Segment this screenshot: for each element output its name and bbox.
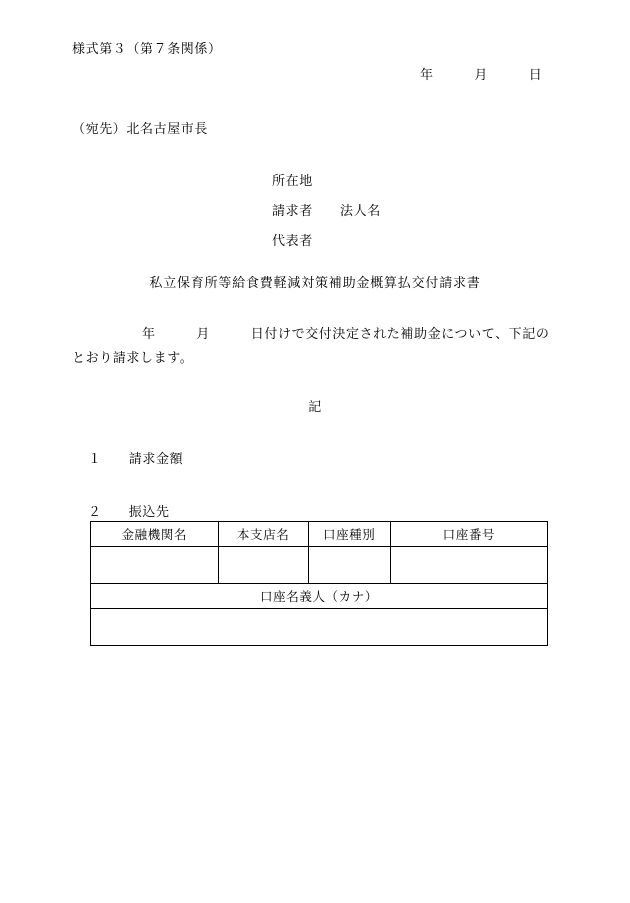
page-title: 私立保育所等給食費軽減対策補助金概算払交付請求書 (149, 275, 481, 290)
form-number: 様式第３（第７条関係） (72, 41, 222, 56)
ki-mark: 記 (308, 399, 322, 414)
bank-table (90, 521, 548, 646)
table-header-row (91, 522, 548, 547)
addressee-line: （宛先）北名古屋市長 (72, 121, 209, 136)
body-paragraph: 年 月 日付けで交付決定された補助金について、下記のとおり請求します。 (72, 326, 550, 366)
header-branch-name: 本支店名 (218, 522, 308, 547)
table-row-account-holder-value (91, 609, 548, 646)
cell-account-number[interactable] (390, 547, 547, 584)
date-line: 年 月 日 (420, 67, 543, 82)
requester-label: 請求者 法人名 (272, 203, 381, 218)
header-account-number: 口座番号 (390, 522, 547, 547)
table-row-account-holder-label (91, 584, 548, 609)
location-label: 所在地 (272, 173, 313, 188)
cell-bank-name[interactable] (91, 547, 219, 584)
label-account-holder: 口座名義人（カナ） (91, 584, 548, 609)
header-bank-name: 金融機関名 (91, 522, 219, 547)
header-account-type: 口座種別 (308, 522, 390, 547)
cell-account-holder[interactable] (91, 609, 548, 646)
representative-label: 代表者 (272, 233, 313, 248)
table-row (91, 547, 548, 584)
cell-branch-name[interactable] (218, 547, 308, 584)
requester-block (272, 170, 381, 260)
item-claim-amount: １ 請求金額 (88, 451, 184, 466)
item-transfer-destination: ２ 振込先 (88, 504, 170, 519)
cell-account-type[interactable] (308, 547, 390, 584)
